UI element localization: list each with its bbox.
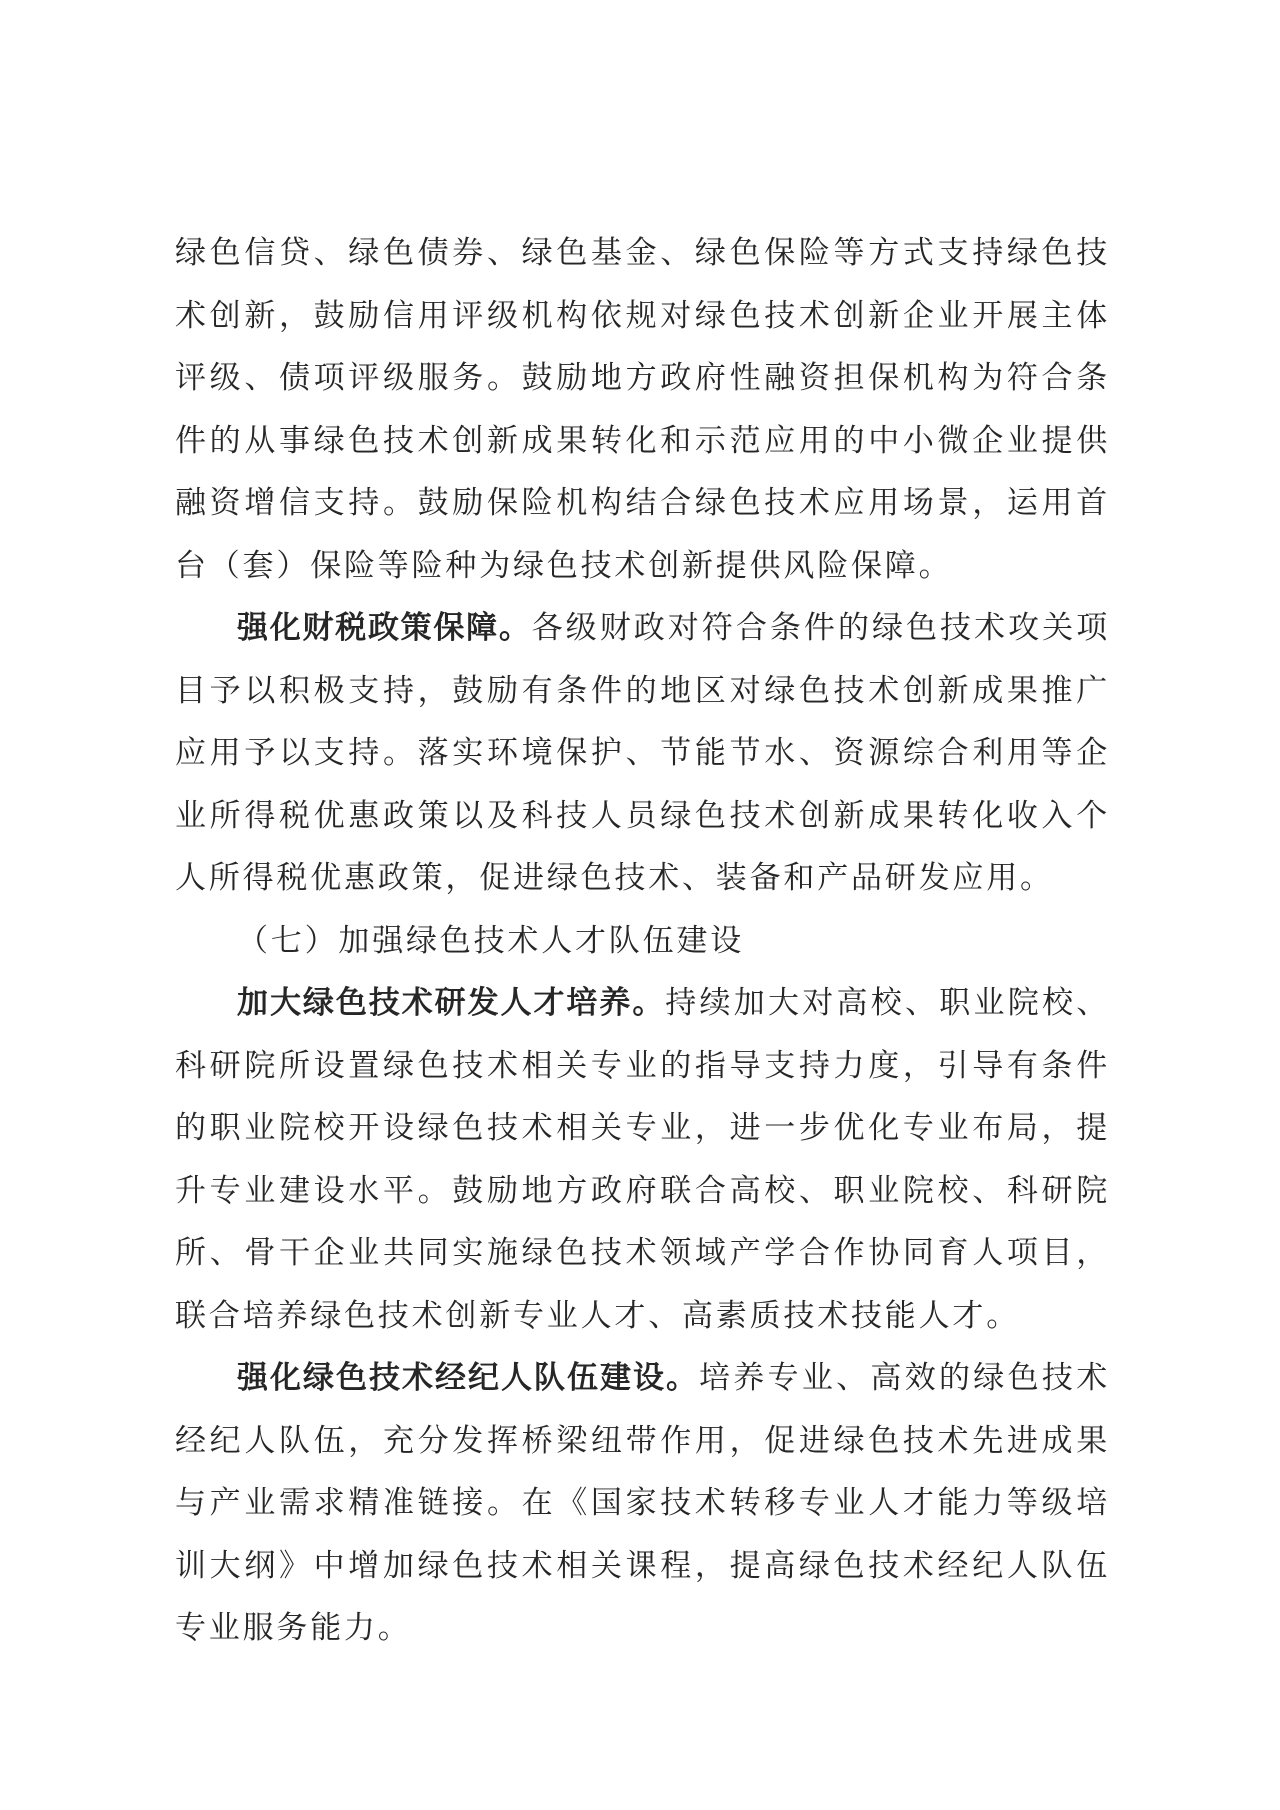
paragraph-text: 培养专业、高效的绿色技术经纪人队伍，充分发挥桥梁纽带作用，促进绿色技术先进成果与产业需求精准链接。在《国家技术转移专业人才能力等级培训大纲》中增加绿色技术相关课程，提高绿色技术经纪人队伍专业服务能力。 bbox=[175, 1360, 1110, 1646]
paragraph-green-finance-continued bbox=[175, 222, 1110, 597]
paragraph-lead-heading: 强化绿色技术经纪人队伍建设。 bbox=[237, 1360, 699, 1396]
paragraph-fiscal-tax-policy bbox=[175, 597, 1110, 910]
document-body bbox=[175, 222, 1110, 1660]
paragraph-text: 绿色信贷、绿色债券、绿色基金、绿色保险等方式支持绿色技术创新，鼓励信用评级机构依规对绿色技术创新企业开展主体评级、债项评级服务。鼓励地方政府性融资担保机构为符合条件的从事绿色技术创新成果转化和示范应用的中小微企业提供融资增信支持。鼓励保险机构结合绿色技术应用场景，运用首台（套）保险等险种为绿色技术创新提供风险保障。 bbox=[175, 235, 1110, 584]
paragraph-lead-heading: 强化财税政策保障。 bbox=[237, 610, 532, 646]
paragraph-rd-talent-training bbox=[175, 972, 1110, 1347]
paragraph-text: 持续加大对高校、职业院校、科研院所设置绿色技术相关专业的指导支持力度，引导有条件的职业院校开设绿色技术相关专业，进一步优化专业布局，提升专业建设水平。鼓励地方政府联合高校、职业院校、科研院所、骨干企业共同实施绿色技术领域产学合作协同育人项目，联合培养绿色技术创新专业人才、高素质技术技能人才。 bbox=[175, 985, 1111, 1334]
paragraph-lead-heading: 加大绿色技术研发人才培养。 bbox=[237, 985, 666, 1021]
paragraph-text: 各级财政对符合条件的绿色技术攻关项目予以积极支持，鼓励有条件的地区对绿色技术创新成果推广应用予以支持。落实环境保护、节能节水、资源综合利用等企业所得税优惠政策以及科技人员绿色技术创新成果转化收入个人所得税优惠政策，促进绿色技术、装备和产品研发应用。 bbox=[175, 610, 1110, 896]
section-heading-talent-team bbox=[175, 910, 1110, 973]
paragraph-tech-broker-team bbox=[175, 1347, 1110, 1660]
section-heading-text: （七）加强绿色技术人才队伍建设 bbox=[237, 922, 744, 959]
